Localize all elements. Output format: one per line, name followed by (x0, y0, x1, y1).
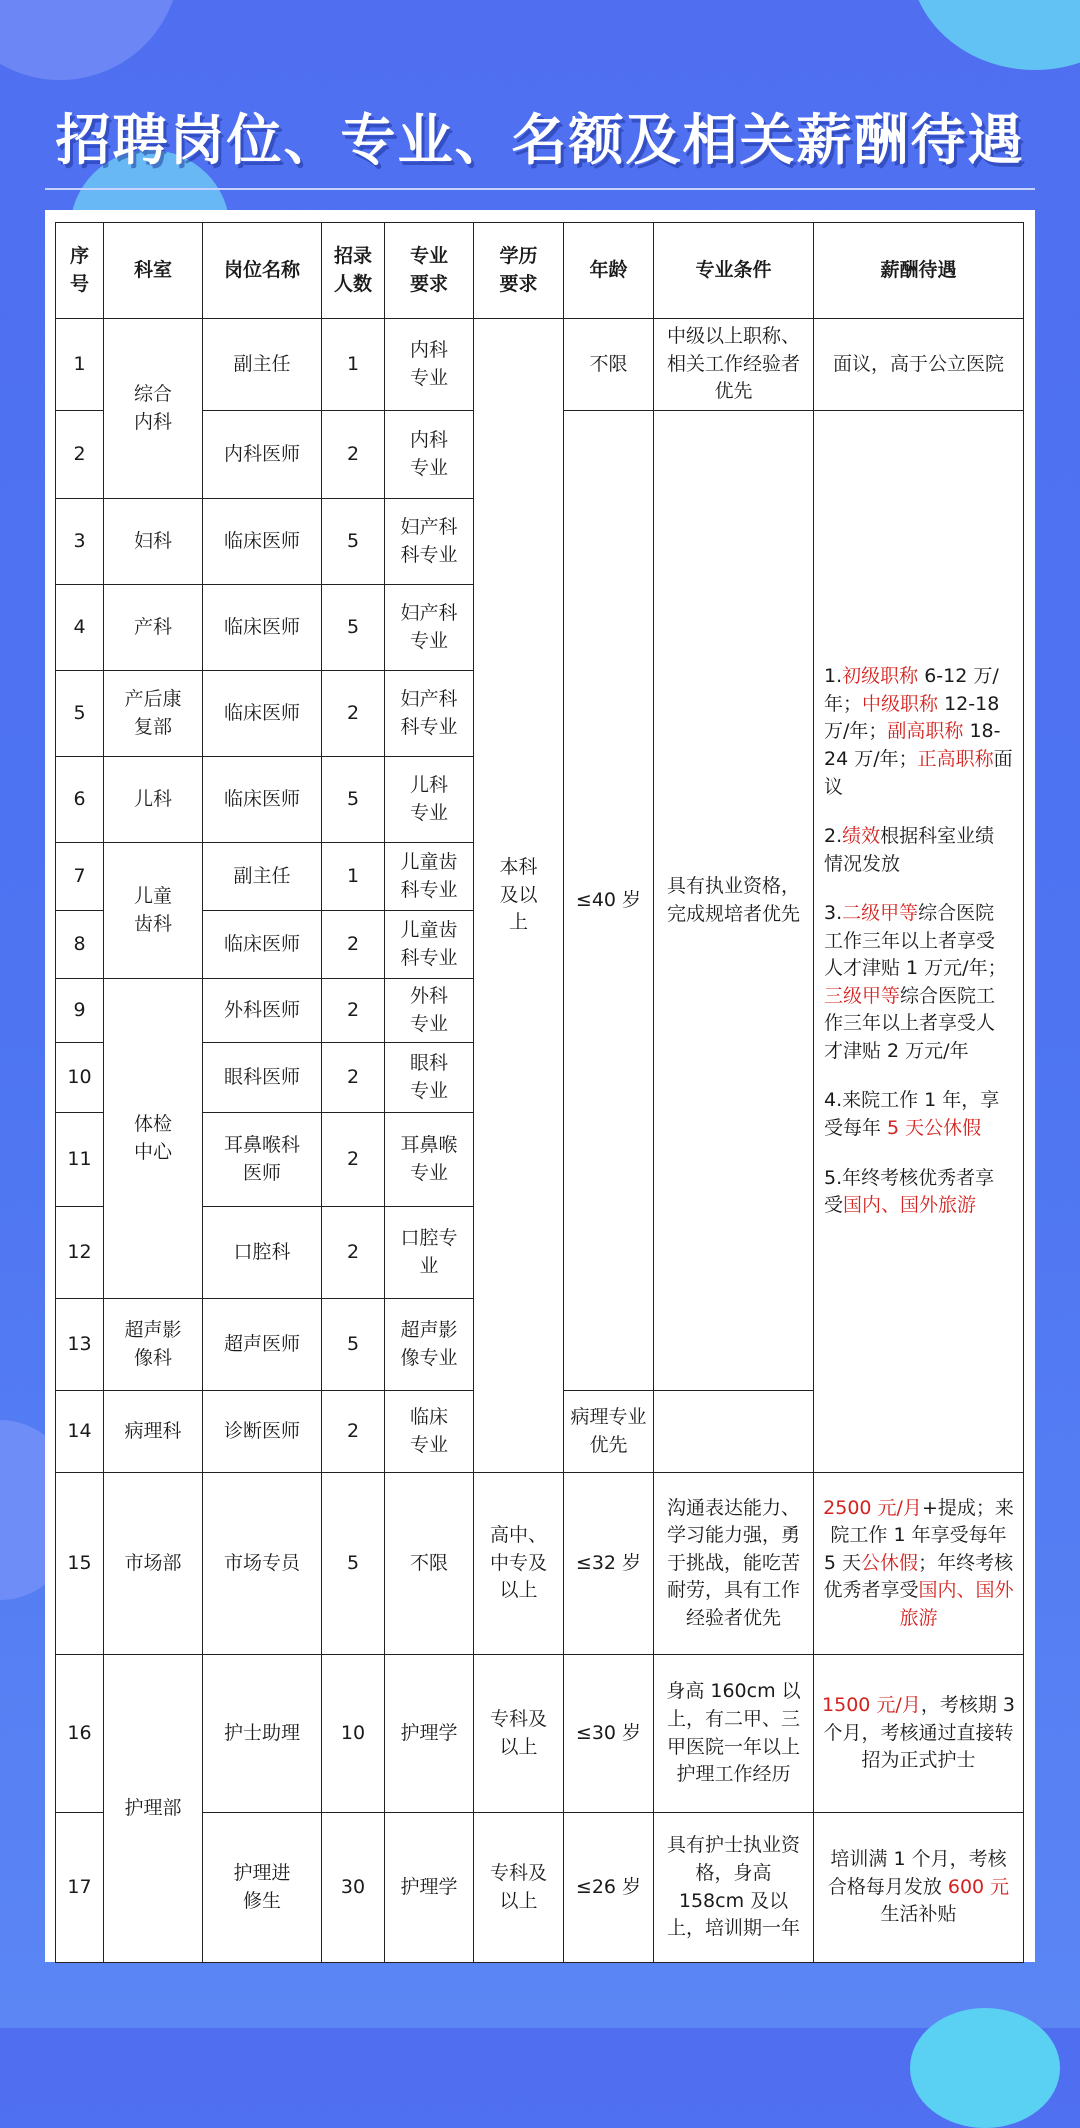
cell-age: ≤40 岁 (564, 411, 654, 1391)
cell-age: ≤30 岁 (564, 1655, 654, 1813)
recruitment-panel (45, 210, 1035, 1962)
cell-no: 6 (56, 757, 104, 843)
cell-age: 不限 (564, 319, 654, 411)
cell-no: 8 (56, 911, 104, 979)
cell-count: 5 (322, 757, 385, 843)
cell-condition: 具有护士执业资格，身高 158cm 及以上，培训期一年 (654, 1813, 814, 1963)
cell-count: 2 (322, 411, 385, 499)
cell-major: 口腔专业 (385, 1207, 474, 1299)
cell-post: 耳鼻喉科医师 (203, 1113, 322, 1207)
cell-dept: 产后康复部 (104, 671, 203, 757)
cell-post: 市场专员 (203, 1473, 322, 1655)
cell-post: 护士助理 (203, 1655, 322, 1813)
table-header-row (56, 223, 1024, 319)
decor-bubble-top-right (910, 0, 1080, 70)
cell-major: 超声影像专业 (385, 1299, 474, 1391)
header-no: 序号 (56, 223, 104, 319)
cell-condition: 身高 160cm 以上，有二甲、三甲医院一年以上护理工作经历 (654, 1655, 814, 1813)
cell-major: 不限 (385, 1473, 474, 1655)
cell-count: 2 (322, 979, 385, 1043)
cell-dept: 护理部 (104, 1655, 203, 1963)
cell-dept: 儿科 (104, 757, 203, 843)
cell-major: 护理学 (385, 1655, 474, 1813)
header-dept: 科室 (104, 223, 203, 319)
header-salary: 薪酬待遇 (814, 223, 1024, 319)
cell-post: 诊断医师 (203, 1391, 322, 1473)
cell-dept: 体检中心 (104, 979, 203, 1299)
cell-post: 外科医师 (203, 979, 322, 1043)
cell-no: 4 (56, 585, 104, 671)
cell-no: 5 (56, 671, 104, 757)
header-edu: 学历要求 (474, 223, 564, 319)
cell-no: 1 (56, 319, 104, 411)
header-major: 专业要求 (385, 223, 474, 319)
cell-post: 临床医师 (203, 911, 322, 979)
cell-count: 5 (322, 1299, 385, 1391)
cell-major: 妇产科科专业 (385, 671, 474, 757)
cell-count: 1 (322, 843, 385, 911)
cell-salary: 1500 元/月，考核期 3 个月，考核通过直接转招为正式护士 (814, 1655, 1024, 1813)
cell-age: ≤26 岁 (564, 1813, 654, 1963)
cell-count: 10 (322, 1655, 385, 1813)
cell-count: 5 (322, 499, 385, 585)
cell-post: 临床医师 (203, 585, 322, 671)
decor-bubble-bottom-right (910, 2008, 1060, 2128)
cell-major: 内科专业 (385, 319, 474, 411)
cell-age: ≤32 岁 (564, 1473, 654, 1655)
cell-dept: 综合内科 (104, 319, 203, 499)
header-count: 招录人数 (322, 223, 385, 319)
cell-salary: 培训满 1 个月，考核合格每月发放 600 元生活补贴 (814, 1813, 1024, 1963)
cell-post: 临床医师 (203, 757, 322, 843)
cell-no: 17 (56, 1813, 104, 1963)
cell-count: 5 (322, 1473, 385, 1655)
cell-count: 2 (322, 671, 385, 757)
cell-major: 临床专业 (385, 1391, 474, 1473)
decor-bubble-top-left (0, 0, 180, 80)
cell-count: 5 (322, 585, 385, 671)
header-post: 岗位名称 (203, 223, 322, 319)
cell-salary: 2500 元/月+提成；来院工作 1 年享受每年 5 天公休假；年终考核优秀者享受国内、国外旅游 (814, 1473, 1024, 1655)
cell-condition: 病理专业优先 (564, 1391, 654, 1473)
cell-edu: 专科及以上 (474, 1813, 564, 1963)
cell-no: 10 (56, 1043, 104, 1113)
cell-dept: 产科 (104, 585, 203, 671)
cell-count: 2 (322, 1391, 385, 1473)
cell-post: 临床医师 (203, 671, 322, 757)
cell-major: 外科专业 (385, 979, 474, 1043)
cell-salary: 面议，高于公立医院 (814, 319, 1024, 411)
cell-major: 儿童齿科专业 (385, 843, 474, 911)
cell-post: 护理进修生 (203, 1813, 322, 1963)
cell-count: 30 (322, 1813, 385, 1963)
cell-post: 副主任 (203, 843, 322, 911)
cell-post: 超声医师 (203, 1299, 322, 1391)
cell-major: 妇产科科专业 (385, 499, 474, 585)
cell-dept: 超声影像科 (104, 1299, 203, 1391)
cell-post: 内科医师 (203, 411, 322, 499)
cell-dept: 市场部 (104, 1473, 203, 1655)
cell-major: 耳鼻喉专业 (385, 1113, 474, 1207)
table-row (56, 319, 1024, 411)
cell-count: 2 (322, 911, 385, 979)
cell-condition: 中级以上职称、相关工作经验者优先 (654, 319, 814, 411)
cell-count: 2 (322, 1207, 385, 1299)
cell-edu: 专科及以上 (474, 1655, 564, 1813)
cell-no: 13 (56, 1299, 104, 1391)
cell-no: 3 (56, 499, 104, 585)
cell-no: 11 (56, 1113, 104, 1207)
cell-major: 儿科专业 (385, 757, 474, 843)
cell-no: 15 (56, 1473, 104, 1655)
cell-dept: 妇科 (104, 499, 203, 585)
cell-no: 2 (56, 411, 104, 499)
cell-no: 12 (56, 1207, 104, 1299)
cell-major: 儿童齿科专业 (385, 911, 474, 979)
cell-post: 眼科医师 (203, 1043, 322, 1113)
cell-major: 护理学 (385, 1813, 474, 1963)
cell-edu: 本科及以上 (474, 319, 564, 1473)
cell-post: 副主任 (203, 319, 322, 411)
header-condition: 专业条件 (654, 223, 814, 319)
cell-post: 临床医师 (203, 499, 322, 585)
cell-count: 2 (322, 1043, 385, 1113)
recruitment-table (55, 222, 1024, 1963)
table-row (56, 1655, 1024, 1813)
table-row (56, 1473, 1024, 1655)
cell-no: 14 (56, 1391, 104, 1473)
page-title: 招聘岗位、专业、名额及相关薪酬待遇 (55, 108, 1025, 172)
cell-major: 妇产科专业 (385, 585, 474, 671)
cell-count: 2 (322, 1113, 385, 1207)
cell-dept: 病理科 (104, 1391, 203, 1473)
title-divider (45, 188, 1035, 190)
cell-major: 内科专业 (385, 411, 474, 499)
cell-count: 1 (322, 319, 385, 411)
header-age: 年龄 (564, 223, 654, 319)
cell-condition: 具有执业资格，完成规培者优先 (654, 411, 814, 1391)
cell-edu: 高中、中专及以上 (474, 1473, 564, 1655)
cell-salary-main: 1.初级职称 6-12 万/年；中级职称 12-18 万/年；副高职称 18-24 万/年；正高职称面议 2.绩效根据科室业绩情况发放 3.二级甲等综合医院工作三年以上者享受人才津贴 1 万元/年；三级甲等综合医院工作三年以上者享受人才津贴 2 万元/年 4.来院工作 1 年，享受每年 5 天公休假 5.年终考核优秀者享受国内、国外旅游 (814, 411, 1024, 1473)
cell-post: 口腔科 (203, 1207, 322, 1299)
cell-no: 9 (56, 979, 104, 1043)
cell-dept: 儿童齿科 (104, 843, 203, 979)
cell-no: 16 (56, 1655, 104, 1813)
cell-condition: 沟通表达能力、学习能力强，勇于挑战，能吃苦耐劳，具有工作经验者优先 (654, 1473, 814, 1655)
cell-no: 7 (56, 843, 104, 911)
cell-major: 眼科专业 (385, 1043, 474, 1113)
